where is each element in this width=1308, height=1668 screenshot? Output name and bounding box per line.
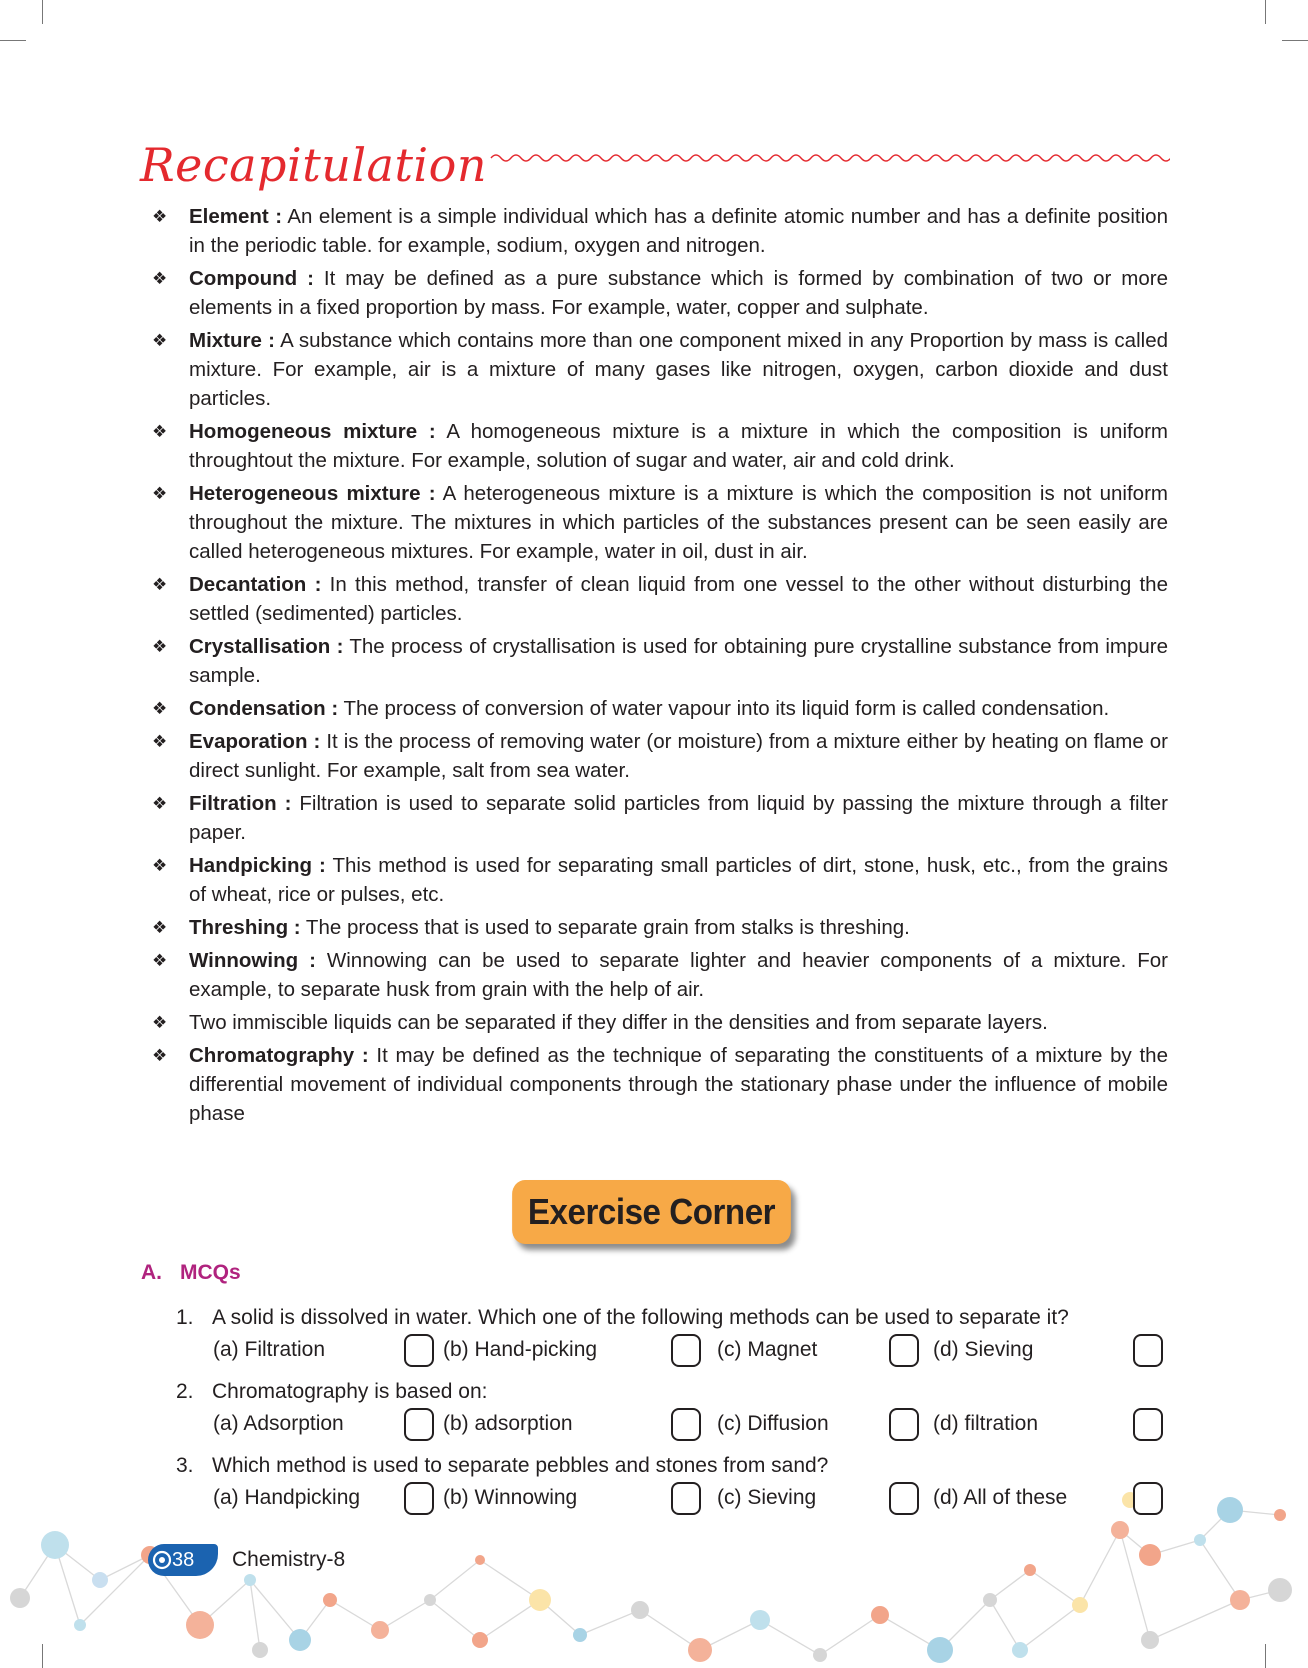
recap-item <box>150 789 1168 847</box>
recap-term: Element : <box>189 205 283 228</box>
recap-item <box>150 570 1168 628</box>
bullet-icon: ❖ <box>152 269 168 288</box>
recap-term: Heterogeneous mixture : <box>189 482 436 505</box>
recap-definition: It is the process of removing water (or moisture) from a mixture either by heating on flame or direct sunlight. For example, salt from sea water. <box>189 730 1168 782</box>
options-row <box>213 1334 1173 1370</box>
recap-term: Compound : <box>189 267 314 290</box>
recap-term: Filtration : <box>189 792 292 815</box>
recap-heading <box>140 138 1170 202</box>
answer-checkbox[interactable] <box>671 1334 701 1367</box>
answer-checkbox[interactable] <box>671 1482 701 1515</box>
question-number: 1. <box>176 1306 194 1329</box>
recap-term: Condensation : <box>189 697 339 720</box>
question-text: Chromatography is based on: <box>212 1380 488 1403</box>
recap-item <box>150 202 1168 260</box>
bullet-icon: ❖ <box>152 918 168 937</box>
page-number: 38 <box>172 1549 195 1571</box>
recap-definition: It may be defined as a pure substance which is formed by combination of two or more elements in a fixed proportion by mass. For example, water, copper and sulphate. <box>189 267 1168 319</box>
answer-checkbox[interactable] <box>404 1482 434 1515</box>
option-label: (d) filtration <box>933 1412 1039 1435</box>
book-title: Chemistry-8 <box>232 1548 346 1571</box>
recap-item <box>150 632 1168 690</box>
bullet-icon: ❖ <box>152 794 168 813</box>
question-number: 2. <box>176 1380 194 1403</box>
option-label: (a) Handpicking <box>213 1486 361 1509</box>
recap-definition: In this method, transfer of clean liquid from one vessel to the other without disturbing the settled (sedimented) particles. <box>189 573 1168 625</box>
section-title: MCQs <box>180 1261 241 1284</box>
recap-item <box>150 1008 1168 1037</box>
recap-item <box>150 946 1168 1004</box>
recap-definition: A homogeneous mixture is a mixture in which the composition is uniform throughtout the mixture. For example, solution of sugar and water, air and cold drink. <box>189 420 1168 472</box>
wavy-underline-decoration <box>140 138 1170 202</box>
bullet-icon: ❖ <box>152 856 168 875</box>
option-label: (c) Sieving <box>717 1486 817 1509</box>
recap-definition: The process of conversion of water vapour into its liquid form is called condensation. <box>338 697 1110 720</box>
recap-term: Evaporation : <box>189 730 321 753</box>
recap-term: Crystallisation : <box>189 635 344 658</box>
bullet-icon: ❖ <box>152 699 168 718</box>
recap-definition: Two immiscible liquids can be separated if they differ in the densities and from separate layers. <box>189 1011 1048 1034</box>
answer-checkbox[interactable] <box>404 1334 434 1367</box>
page-number-badge <box>148 1544 218 1576</box>
recap-definition: The process of crystallisation is used for obtaining pure crystalline substance from impure sample. <box>189 635 1168 687</box>
answer-checkbox[interactable] <box>1133 1408 1163 1441</box>
recap-term: Chromatography : <box>189 1044 369 1067</box>
recap-term: Homogeneous mixture : <box>189 420 436 443</box>
recap-term: Decantation : <box>189 573 322 596</box>
recap-item <box>150 1041 1168 1128</box>
question-text: A solid is dissolved in water. Which one of the following methods can be used to separate it? <box>212 1306 1069 1329</box>
bullet-icon: ❖ <box>152 331 168 350</box>
question <box>176 1306 1176 1330</box>
answer-checkbox[interactable] <box>1133 1334 1163 1367</box>
options-row <box>213 1482 1173 1518</box>
recap-definition: Filtration is used to separate solid particles from liquid by passing the mixture through a filter paper. <box>189 792 1168 844</box>
option-label: (b) Hand-picking <box>443 1338 598 1361</box>
answer-checkbox[interactable] <box>889 1482 919 1515</box>
bullet-icon: ❖ <box>152 575 168 594</box>
bullet-icon: ❖ <box>152 951 168 970</box>
option-label: (b) adsorption <box>443 1412 573 1435</box>
bullet-icon: ❖ <box>152 422 168 441</box>
answer-checkbox[interactable] <box>404 1408 434 1441</box>
recap-definition: The process that is used to separate grain from stalks is threshing. <box>300 916 910 939</box>
answer-checkbox[interactable] <box>889 1334 919 1367</box>
recap-term: Mixture : <box>189 329 275 352</box>
recap-list <box>150 202 1168 1132</box>
answer-checkbox[interactable] <box>671 1408 701 1441</box>
section-heading <box>141 1261 241 1285</box>
bullet-icon: ❖ <box>152 207 168 226</box>
recap-item <box>150 264 1168 322</box>
option-label: (b) Winnowing <box>443 1486 578 1509</box>
option-label: (c) Diffusion <box>717 1412 829 1435</box>
exercise-corner-banner: Exercise Corner <box>512 1180 791 1244</box>
recap-term: Threshing : <box>189 916 301 939</box>
option-label: (c) Magnet <box>717 1338 818 1361</box>
option-label: (a) Filtration <box>213 1338 326 1361</box>
question-text: Which method is used to separate pebbles and stones from sand? <box>212 1454 829 1477</box>
bullet-icon: ❖ <box>152 1046 168 1065</box>
section-letter: A. <box>141 1261 162 1284</box>
page-title: Recapitulation <box>140 138 487 192</box>
options-row <box>213 1408 1173 1444</box>
option-label: (d) All of these <box>933 1486 1068 1509</box>
recap-item <box>150 479 1168 566</box>
bullet-icon: ❖ <box>152 732 168 751</box>
question <box>176 1454 1176 1478</box>
answer-checkbox[interactable] <box>889 1408 919 1441</box>
option-label: (a) Adsorption <box>213 1412 344 1435</box>
recap-item <box>150 694 1168 723</box>
recap-definition: An element is a simple individual which has a definite atomic number and has a definite position in the periodic table. for example, sodium, oxygen and nitrogen. <box>189 205 1168 257</box>
recap-definition: Winnowing can be used to separate lighter and heavier components of a mixture. For example, to separate husk from grain with the help of air. <box>189 949 1169 1001</box>
recap-definition: It may be defined as the technique of separating the constituents of a mixture by the differential movement of individual components through the stationary phase under the influence of mobile phase <box>189 1044 1168 1125</box>
recap-item <box>150 851 1168 909</box>
recap-definition: A substance which contains more than one component mixed in any Proportion by mass is called mixture. For example, air is a mixture of many gases like nitrogen, oxygen, carbon dioxide and dust particles. <box>189 329 1168 410</box>
bullet-icon: ❖ <box>152 637 168 656</box>
bullet-icon: ❖ <box>152 1013 168 1032</box>
option-label: (d) Sieving <box>933 1338 1034 1361</box>
swirl-icon <box>152 1550 172 1570</box>
question-number: 3. <box>176 1454 194 1477</box>
recap-definition: A heterogeneous mixture is a mixture is which the composition is not uniform throughout the mixture. The mixtures in which particles of the substances present can be seen easily are called heterogeneous mixtures. For example, water in oil, dust in air. <box>189 482 1168 563</box>
recap-item <box>150 727 1168 785</box>
answer-checkbox[interactable] <box>1133 1482 1163 1515</box>
bullet-icon: ❖ <box>152 484 168 503</box>
recap-item <box>150 913 1168 942</box>
recap-item <box>150 417 1168 475</box>
recap-term: Winnowing : <box>189 949 316 972</box>
recap-term: Handpicking : <box>189 854 326 877</box>
question <box>176 1380 1176 1404</box>
recap-item <box>150 326 1168 413</box>
recap-definition: This method is used for separating small particles of dirt, stone, husk, etc., from the grains of wheat, rice or pulses, etc. <box>189 854 1168 906</box>
